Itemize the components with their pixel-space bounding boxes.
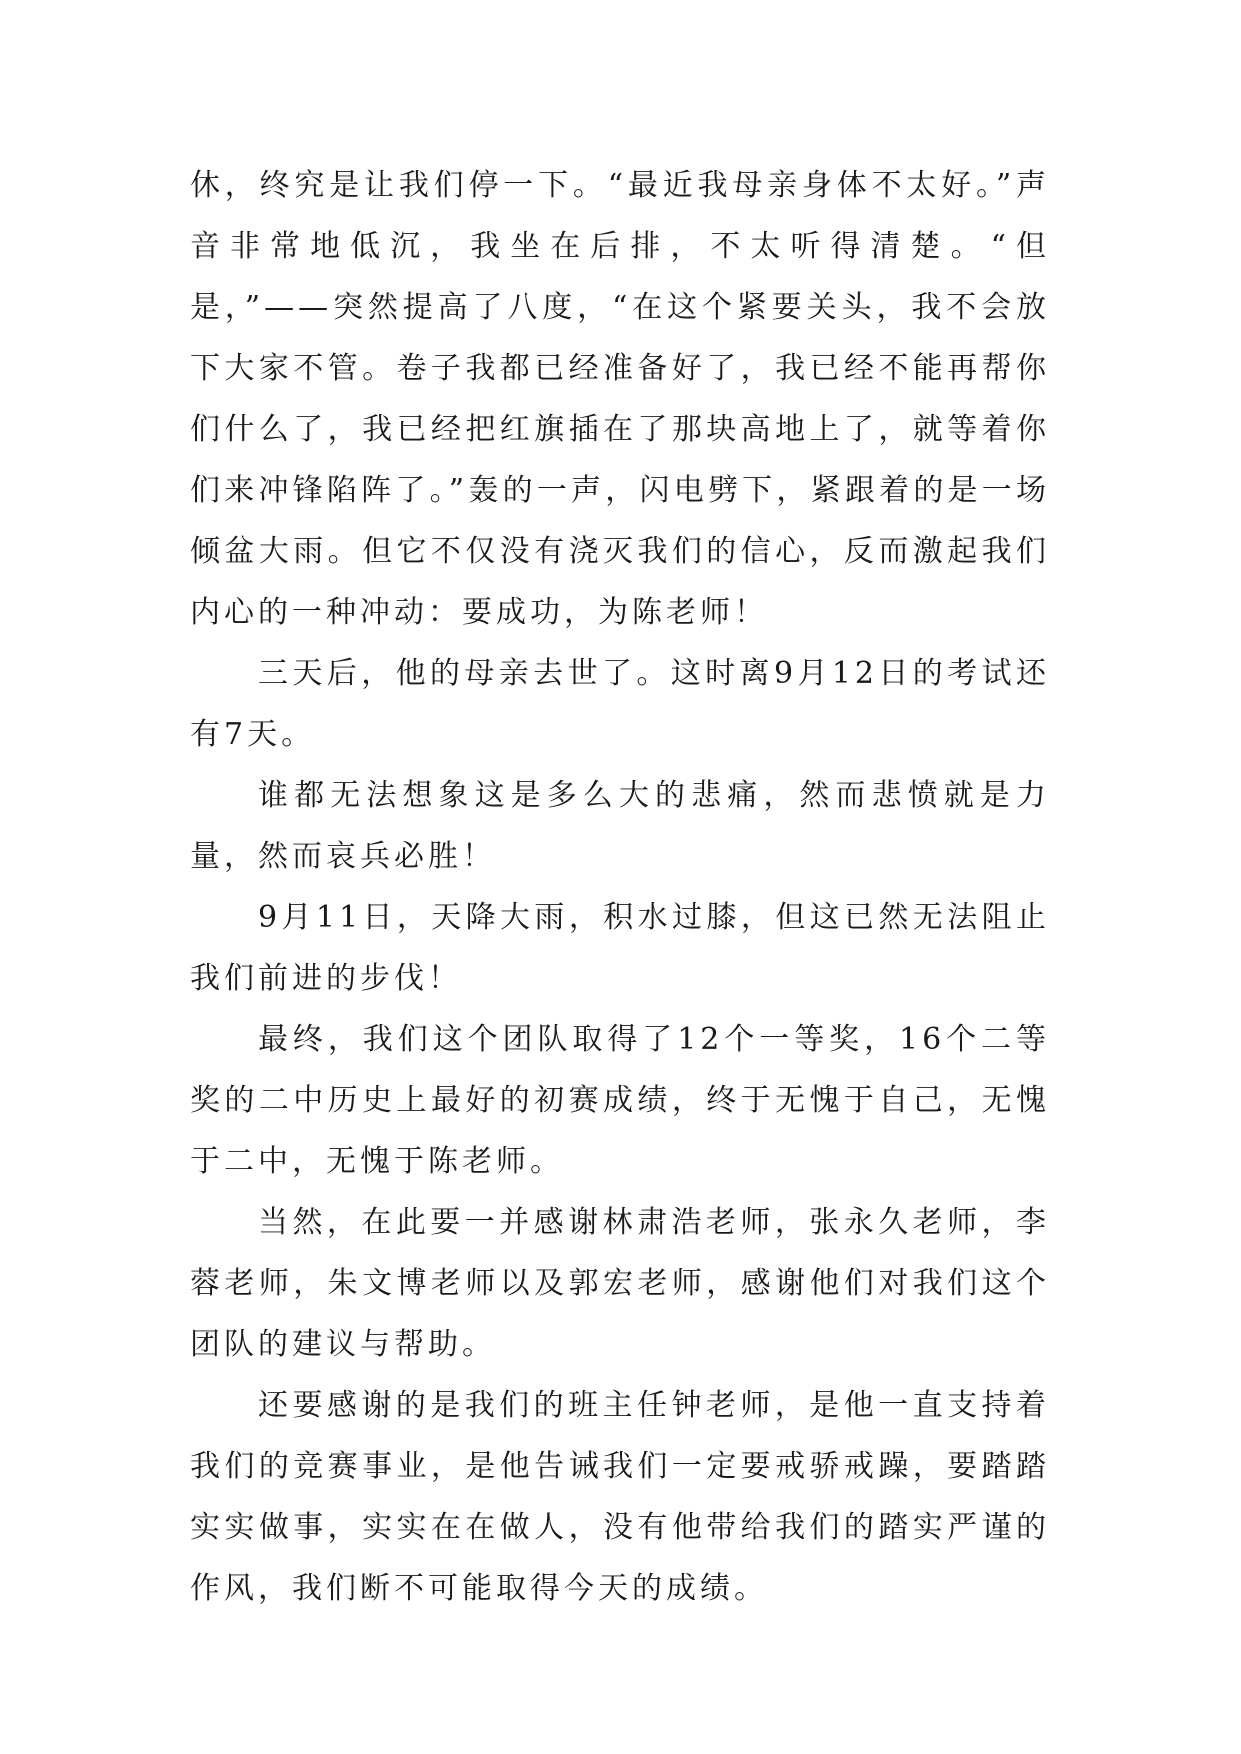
document-body bbox=[190, 155, 1050, 1619]
paragraph-7: 还要感谢的是我们的班主任钟老师，是他一直支持着我们的竞赛事业，是他告诫我们一定要戒骄戒躁，要踏踏实实做事，实实在在做人，没有他带给我们的踏实严谨的作风，我们断不可能取得今天的成绩。 bbox=[190, 1388, 1050, 1606]
paragraph-2: 三天后，他的母亲去世了。这时离9月12日的考试还有7天。 bbox=[190, 656, 1050, 752]
paragraph-4: 9月11日，天降大雨，积水过膝，但这已然无法阻止我们前进的步伐！ bbox=[190, 900, 1050, 996]
paragraph-1: 休，终究是让我们停一下。“最近我母亲身体不太好。”声音非常地低沉，我坐在后排，不太听得清楚。“但是，”——突然提高了八度，“在这个紧要关头，我不会放下大家不管。卷子我都已经准备好了，我已经不能再帮你们什么了，我已经把红旗插在了那块高地上了，就等着你们来冲锋陷阵了。”轰的一声，闪电劈下，紧跟着的是一场倾盆大雨。但它不仅没有浇灭我们的信心，反而激起我们内心的一种冲动：要成功，为陈老师！ bbox=[190, 168, 1050, 630]
paragraph-5: 最终，我们这个团队取得了12个一等奖，16个二等奖的二中历史上最好的初赛成绩，终于无愧于自己，无愧于二中，无愧于陈老师。 bbox=[190, 1022, 1050, 1179]
paragraph-6: 当然，在此要一并感谢林肃浩老师，张永久老师，李蓉老师，朱文博老师以及郭宏老师，感谢他们对我们这个团队的建议与帮助。 bbox=[190, 1205, 1050, 1362]
paragraph-3: 谁都无法想象这是多么大的悲痛，然而悲愤就是力量，然而哀兵必胜！ bbox=[190, 778, 1050, 874]
